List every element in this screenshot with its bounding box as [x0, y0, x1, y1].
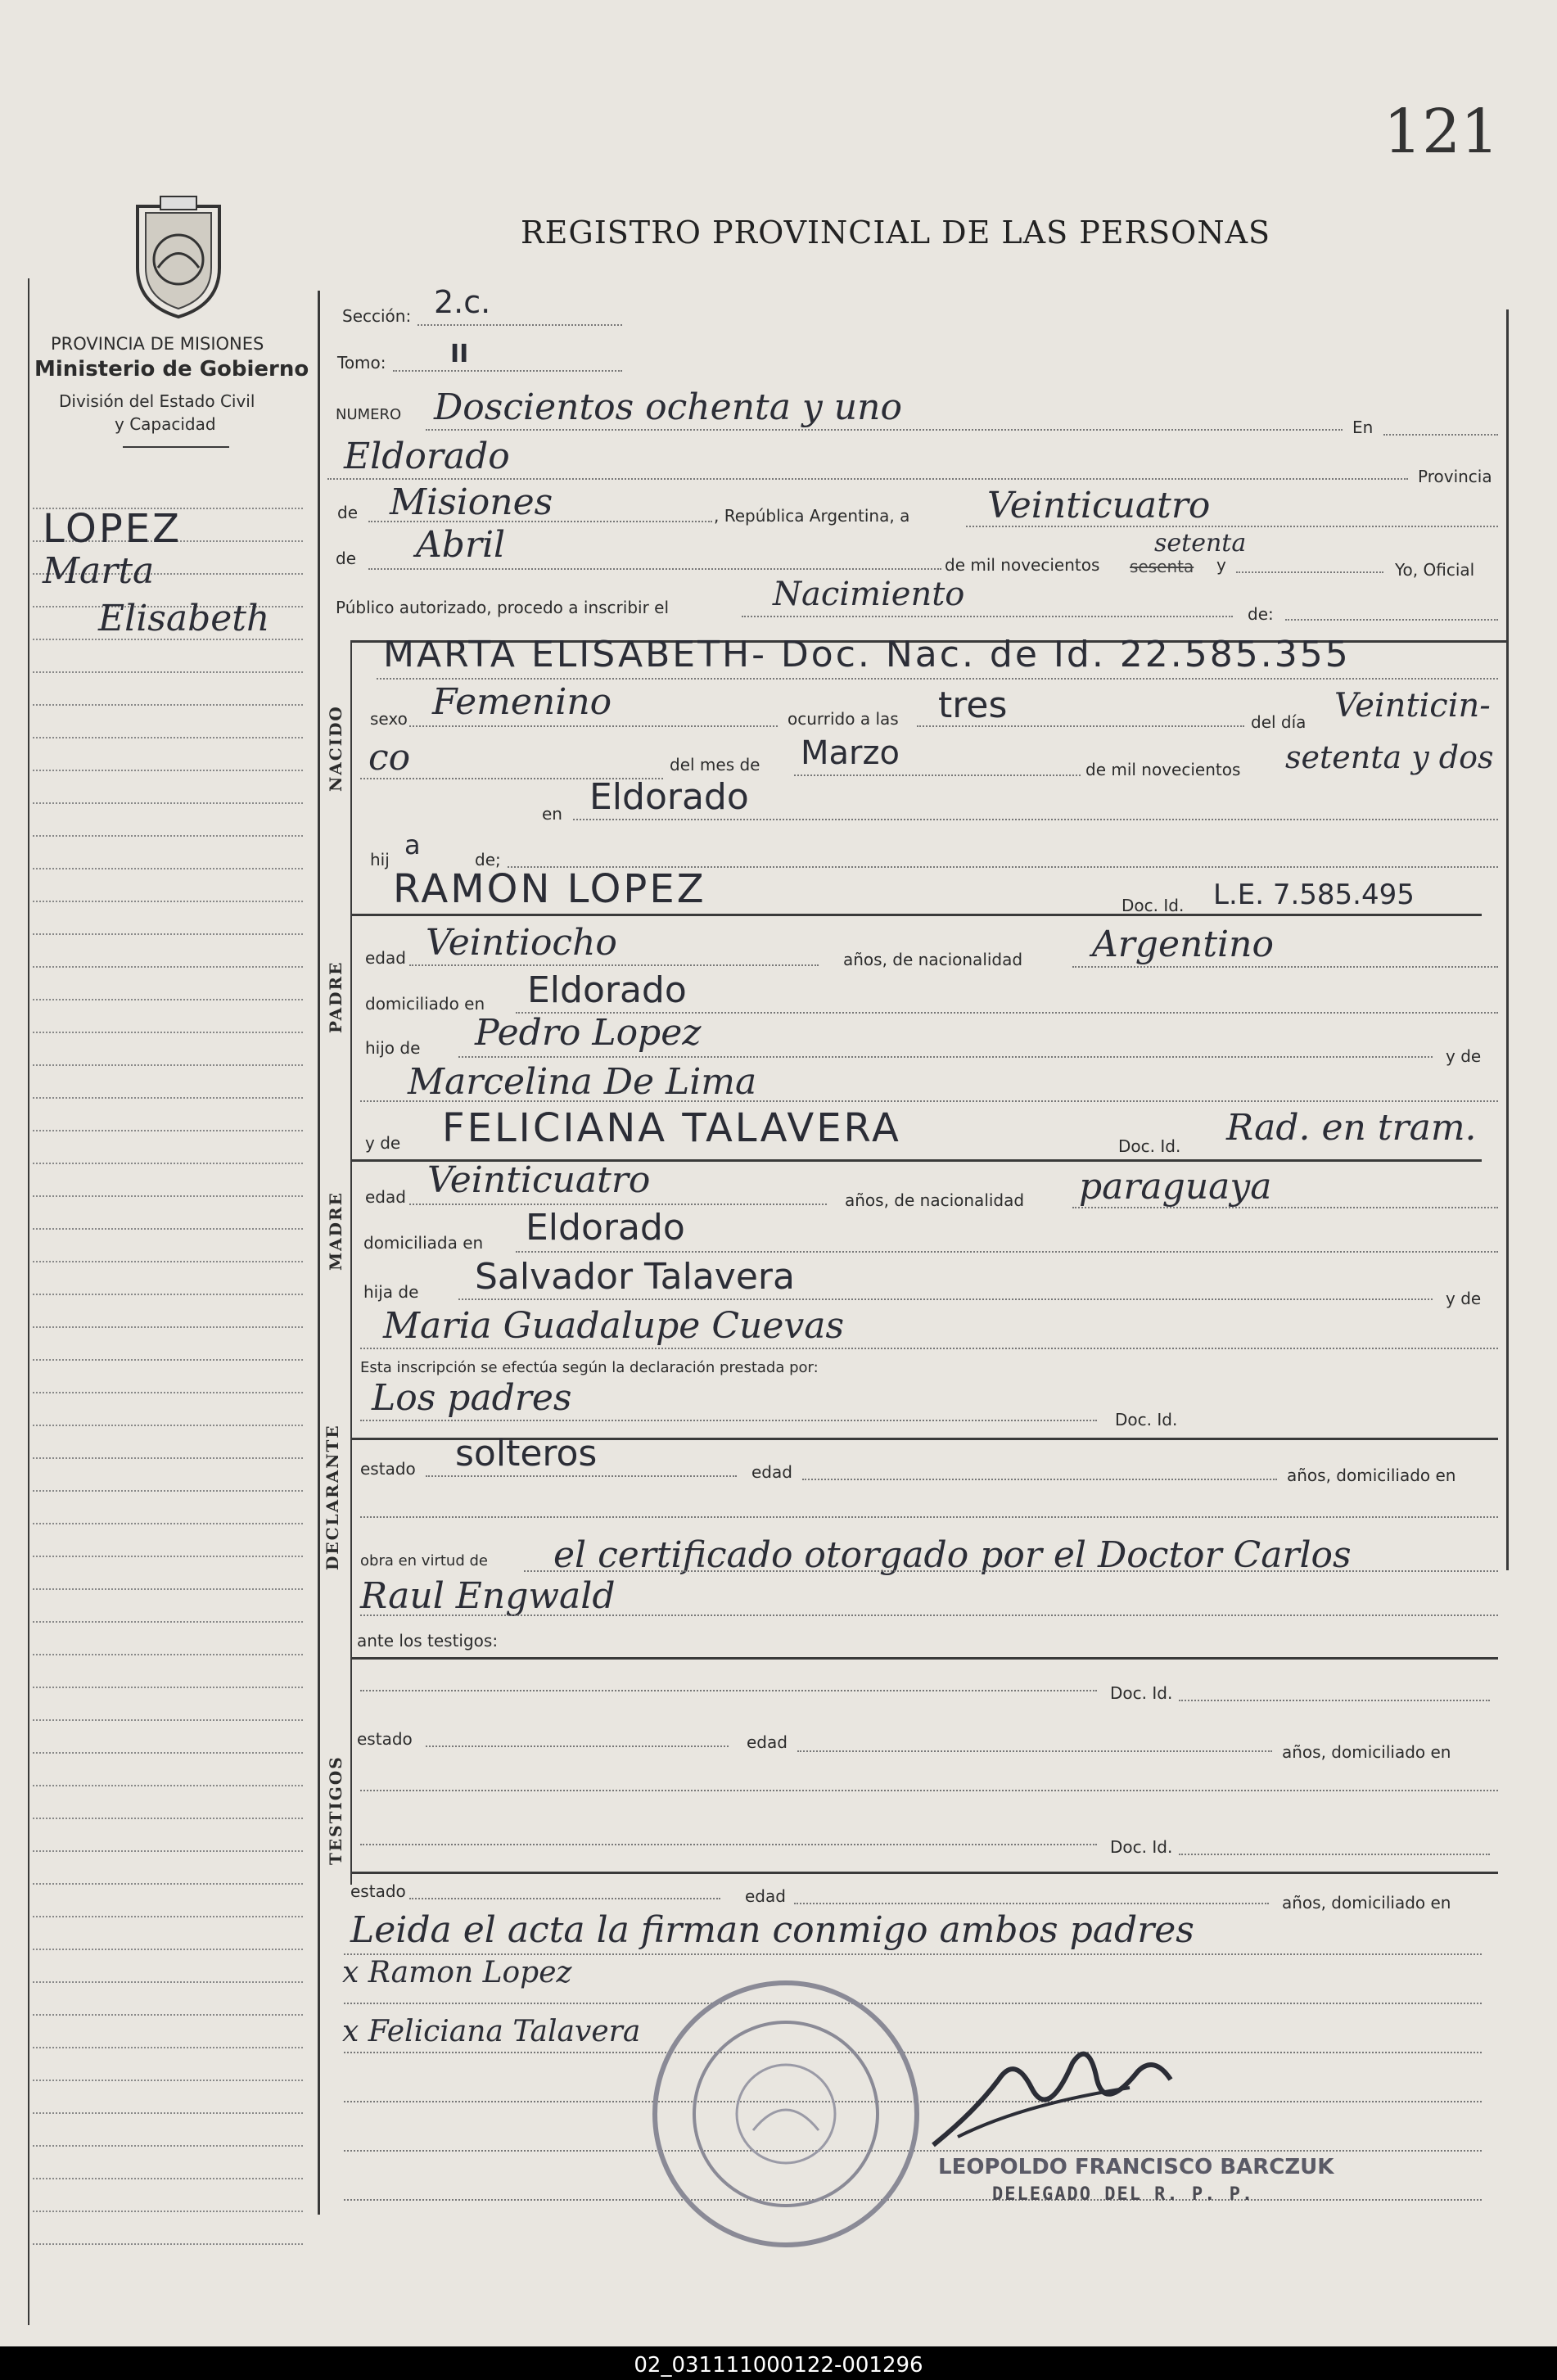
main-right-border	[1506, 309, 1509, 1570]
label-madre-doc: Doc. Id.	[1118, 1136, 1181, 1156]
value-padre-doc: L.E. 7.585.495	[1213, 878, 1415, 911]
label-obra: obra en virtud de	[360, 1552, 488, 1569]
value-nombre-nacido: MARTA ELISABETH- Doc. Nac. de Id. 22.585.355	[383, 634, 1351, 675]
label-ante-testigos: ante los testigos:	[357, 1631, 499, 1651]
value-acto: Nacimiento	[773, 576, 965, 613]
label-madre-edad: edad	[365, 1187, 406, 1207]
value-madre-madre: Maria Guadalupe Cuevas	[383, 1305, 845, 1347]
label-esta-inscripcion: Esta inscripción se efectúa según la declaración prestada por:	[360, 1359, 819, 1376]
label-testigo2-edad: edad	[745, 1886, 786, 1906]
value-padre-madre: Marcelina De Lima	[408, 1061, 757, 1103]
value-seccion: 2.c.	[434, 284, 491, 320]
label-seccion: Sección:	[342, 306, 412, 326]
value-numero: Doscientos ochenta y uno	[434, 386, 902, 428]
value-anio-registro: setenta	[1154, 529, 1247, 558]
header-capacity: y Capacidad	[115, 414, 216, 434]
page-number: 121	[1383, 97, 1500, 167]
label-testigo1-anos: años, domiciliado en	[1282, 1742, 1451, 1762]
header-division: División del Estado Civil	[59, 391, 255, 411]
value-madre-doc: Rad. en tram.	[1226, 1107, 1477, 1149]
testigos-bottom-rule	[352, 1872, 1498, 1874]
label-sexo: sexo	[370, 709, 408, 729]
label-testigo1-estado: estado	[357, 1729, 413, 1749]
label-de-1: de	[337, 503, 358, 522]
value-sexo: Femenino	[432, 681, 612, 723]
value-anio-nac: setenta y dos	[1285, 739, 1494, 775]
header-rule	[123, 446, 229, 448]
value-lugar: Eldorado	[344, 436, 510, 477]
value-anio-tachado: sesenta	[1130, 557, 1194, 576]
label-testigo2-anos: años, domiciliado en	[1282, 1893, 1451, 1913]
official-name: LEOPOLDO FRANCISCO BARCZUK	[938, 2155, 1334, 2179]
label-padre-hijo-de: hijo de	[365, 1038, 421, 1058]
label-provincia: Provincia	[1418, 467, 1492, 486]
label-declarante-estado: estado	[360, 1459, 416, 1479]
label-padre-doc: Doc. Id.	[1121, 896, 1185, 915]
label-de-dos-puntos: de:	[1248, 604, 1274, 624]
value-mes-registro: Abril	[416, 524, 506, 566]
left-margin-border	[28, 278, 29, 2325]
label-del-dia: del día	[1251, 712, 1307, 732]
value-provincia: Misiones	[390, 481, 553, 523]
label-declarante-doc: Doc. Id.	[1115, 1410, 1178, 1429]
value-certificado-cont: Raul Engwald	[360, 1575, 616, 1617]
nacido-left-rule	[350, 640, 352, 1885]
value-declarante-estado: solteros	[455, 1433, 598, 1475]
value-declarante: Los padres	[372, 1377, 572, 1419]
label-de-punto-coma: de;	[475, 850, 501, 869]
value-certificado: el certificado otorgado por el Doctor Carlos	[553, 1534, 1352, 1576]
label-testigo1-edad: edad	[747, 1732, 788, 1752]
value-madre-domicilio: Eldorado	[526, 1207, 685, 1249]
label-de-mil-2: de mil novecientos	[1085, 760, 1241, 779]
label-en-2: en	[542, 804, 562, 824]
value-dia-nac: Veinticin-	[1334, 687, 1491, 725]
footer-id: 02_031111000122-001296	[634, 2353, 923, 2378]
label-padre-domicilio: domiciliado en	[365, 994, 485, 1014]
label-numero: NUMERO	[336, 406, 402, 423]
section-nacido: NACIDO	[326, 705, 345, 792]
value-padre-padre: Pedro Lopez	[475, 1012, 702, 1054]
main-left-border	[318, 291, 320, 2215]
margin-surname: LOPEZ	[43, 506, 182, 552]
label-del-mes: del mes de	[670, 755, 760, 775]
value-madre-edad: Veinticuatro	[427, 1159, 651, 1201]
label-testigo1-doc: Doc. Id.	[1110, 1683, 1173, 1703]
label-hij: hij	[370, 850, 390, 869]
testigos-top-rule	[352, 1657, 1498, 1660]
label-padre-y-de: y de	[1446, 1046, 1482, 1066]
value-hij-suffix: a	[404, 829, 421, 860]
label-madre-nacionalidad: años, de nacionalidad	[845, 1190, 1025, 1210]
label-testigo2-doc: Doc. Id.	[1110, 1837, 1173, 1857]
label-ocurrido: ocurrido a las	[788, 709, 899, 729]
value-hora: tres	[938, 684, 1008, 726]
label-madre-domicilio: domiciliada en	[363, 1233, 484, 1253]
label-en: En	[1352, 418, 1374, 437]
value-mes-nac: Marzo	[801, 734, 900, 772]
label-y-de-madre: y de	[365, 1133, 401, 1153]
official-signature-icon	[925, 2030, 1195, 2161]
value-madre-nombre: FELICIANA TALAVERA	[442, 1105, 901, 1151]
official-seal-icon	[647, 1975, 925, 2253]
value-madre-padre: Salvador Talavera	[475, 1256, 795, 1298]
label-de-2: de	[336, 549, 356, 568]
document-title: REGISTRO PROVINCIAL DE LAS PERSONAS	[521, 215, 1271, 251]
section-padre: PADRE	[326, 960, 345, 1033]
margin-first-name: Marta	[43, 550, 155, 592]
value-padre-nombre: RAMON LOPEZ	[393, 866, 706, 912]
header-ministry: Ministerio de Gobierno	[34, 357, 309, 382]
value-padre-edad: Veintiocho	[426, 922, 617, 964]
margin-second-name: Elisabeth	[98, 598, 270, 639]
provincial-crest-icon	[121, 190, 236, 321]
label-padre-edad: edad	[365, 948, 406, 968]
signature-madre: x Feliciana Talavera	[342, 2015, 641, 2048]
label-republica: , República Argentina, a	[714, 506, 910, 526]
label-tomo: Tomo:	[337, 353, 386, 373]
padre-top-rule	[352, 914, 1482, 916]
label-yo-oficial: Yo, Oficial	[1395, 560, 1475, 580]
value-tomo: II	[450, 340, 469, 368]
value-dia-nac-cont: co	[368, 737, 411, 779]
label-padre-nacionalidad: años, de nacionalidad	[843, 950, 1023, 969]
value-madre-nacionalidad: paraguaya	[1079, 1166, 1272, 1208]
section-testigos: TESTIGOS	[326, 1755, 345, 1865]
label-declarante-edad: edad	[751, 1462, 792, 1482]
label-de-mil: de mil novecientos	[945, 555, 1100, 575]
label-declarante-anos: años, domiciliado en	[1287, 1465, 1456, 1485]
label-y-1: y	[1216, 555, 1226, 575]
signature-padre: x Ramon Lopez	[342, 1956, 572, 1989]
section-madre: MADRE	[326, 1191, 345, 1271]
section-declarante: DECLARANTE	[323, 1424, 342, 1570]
value-leida: Leida el acta la firman conmigo ambos padres	[350, 1909, 1194, 1951]
label-publico: Público autorizado, procedo a inscribir el	[336, 598, 670, 617]
value-dia-registro: Veinticuatro	[987, 485, 1211, 526]
header-province: PROVINCIA DE MISIONES	[51, 334, 264, 354]
value-lugar-nac: Eldorado	[589, 776, 749, 818]
value-padre-nacionalidad: Argentino	[1092, 924, 1274, 965]
value-padre-domicilio: Eldorado	[527, 969, 687, 1011]
official-title: DELEGADO DEL R. P. P.	[992, 2184, 1255, 2205]
label-testigo2-estado: estado	[350, 1881, 406, 1901]
label-madre-hija-de: hija de	[363, 1282, 419, 1302]
label-madre-y-de: y de	[1446, 1289, 1482, 1308]
footer-bar	[0, 2346, 1557, 2380]
